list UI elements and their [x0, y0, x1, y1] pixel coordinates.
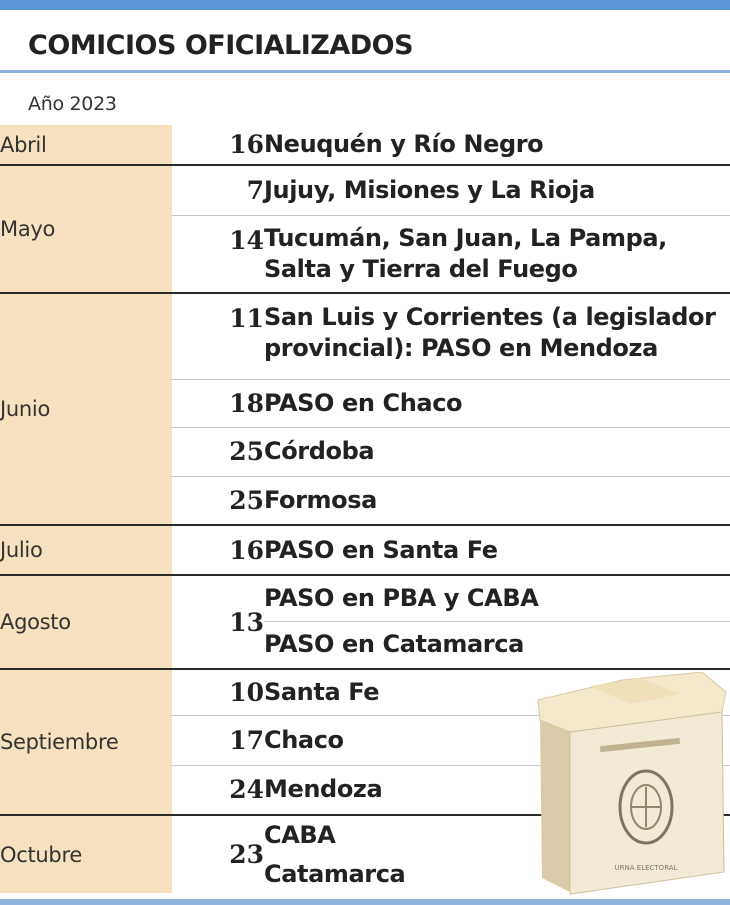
day-cell: 17 [172, 715, 264, 765]
place-cell: Mendoza [264, 765, 730, 815]
place-cell: PASO en Santa Fe [264, 525, 730, 575]
day-cell: 13 [172, 575, 264, 669]
day-cell: 16 [229, 130, 264, 159]
place-cell: Tucumán, San Juan, La Pampa, Salta y Tierra del Fuego [264, 215, 730, 293]
ballot-box-label: URNA ELECTORAL [614, 864, 678, 872]
place-cell: San Luis y Corrientes (a legislador provincial): PASO en Mendoza [264, 293, 730, 379]
month-cell: Agosto [0, 575, 172, 669]
top-accent-bar [0, 0, 730, 10]
day-cell: 16 [172, 525, 264, 575]
day-cell: 23 [172, 815, 264, 893]
table-row [0, 575, 730, 621]
place-cell: Jujuy, Misiones y La Rioja [264, 165, 730, 215]
place-cell: PASO en Catamarca [264, 621, 730, 669]
ballot-box-illustration [530, 672, 730, 900]
day-cell: 11 [172, 293, 264, 379]
title-divider [0, 70, 730, 73]
day-cell: 24 [172, 765, 264, 815]
place-cell: Córdoba [264, 427, 730, 476]
page-title: COMICIOS OFICIALIZADOS [28, 30, 414, 61]
day-cell: 25 [172, 427, 264, 476]
day-cell: 7 [172, 165, 264, 215]
month-cell: Septiembre [0, 669, 172, 815]
day-cell: 14 [172, 215, 264, 293]
table-row [0, 293, 730, 379]
place-cell: PASO en Chaco [264, 379, 730, 427]
place-cell: Catamarca [264, 859, 406, 888]
place-cell: Santa Fe [264, 669, 730, 715]
month-cell: Julio [0, 525, 172, 575]
day-cell: 10 [172, 669, 264, 715]
month-cell: Abril [0, 125, 172, 165]
day-cell: 18 [172, 379, 264, 427]
month-cell: Mayo [0, 165, 172, 293]
place-cell: PASO en PBA y CABA [264, 575, 730, 621]
month-cell: Octubre [0, 815, 172, 893]
year-label: Año 2023 [28, 93, 117, 115]
place-cell: Neuquén y Río Negro [264, 130, 544, 158]
place-cell: CABA [264, 815, 730, 855]
day-cell: 25 [172, 476, 264, 525]
place-cell: Chaco [264, 715, 730, 765]
table-row [0, 165, 730, 215]
table-row [0, 125, 730, 165]
table-row [0, 525, 730, 575]
month-cell: Junio [0, 293, 172, 525]
place-cell: Formosa [264, 476, 730, 525]
